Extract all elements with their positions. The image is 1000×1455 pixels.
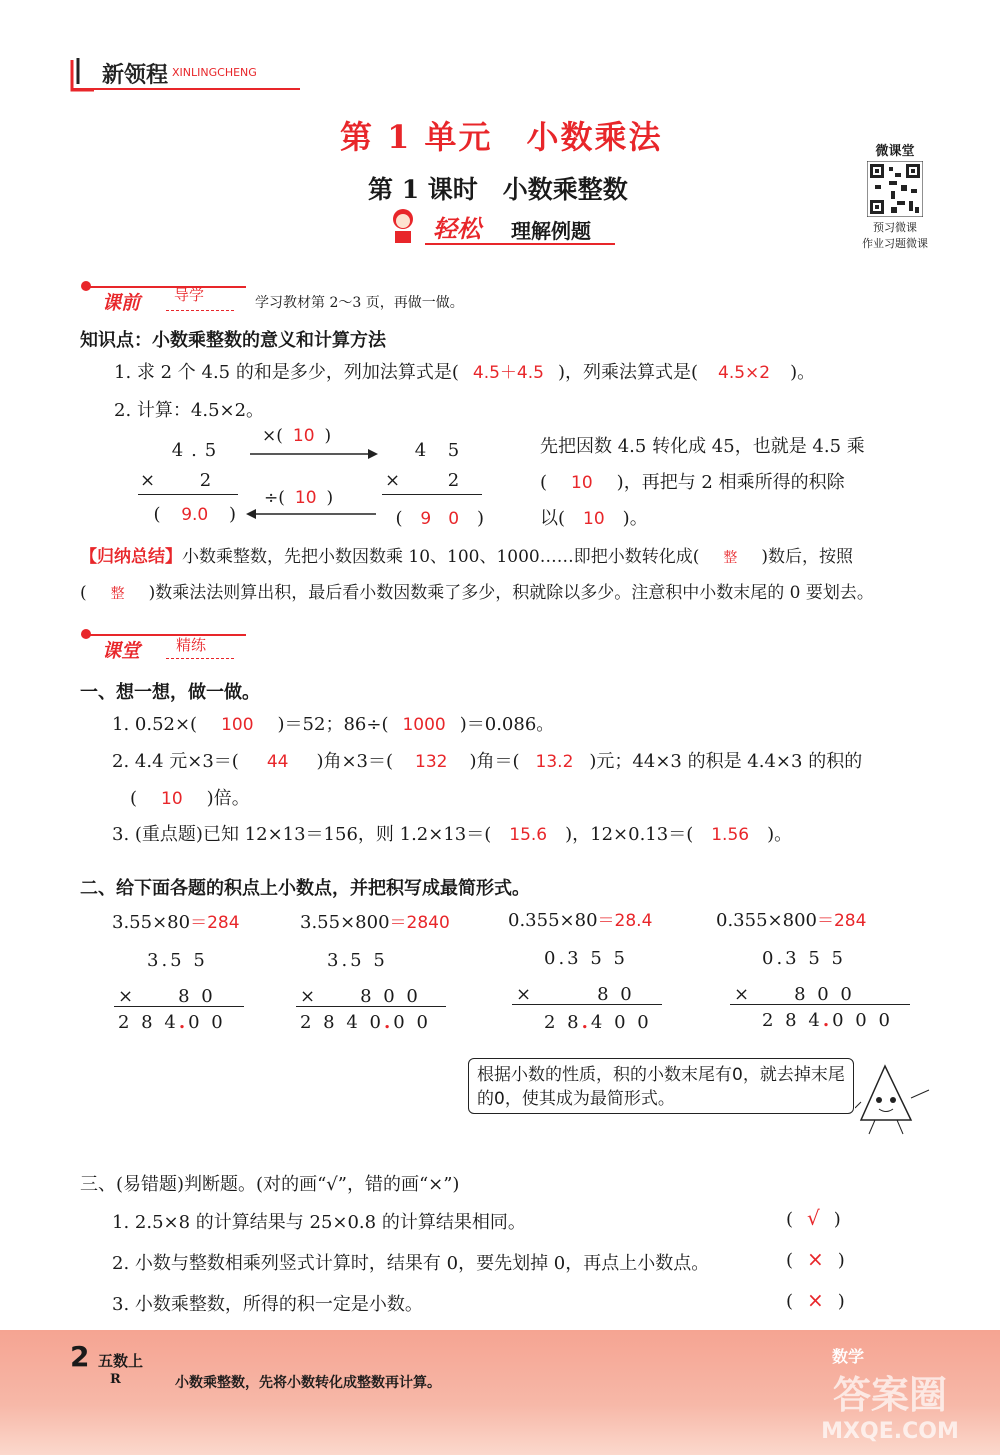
part1-title: 一、想一想，做一做。	[80, 682, 260, 703]
arrow-left-icon	[246, 508, 376, 520]
qr-top-label: 微课堂	[875, 144, 915, 159]
subject-label: 数学	[832, 1347, 865, 1366]
section-tag-sub: 精练	[176, 636, 207, 654]
edition-label: R	[110, 1372, 121, 1387]
arrow-top-label: ×( 10 )	[262, 426, 332, 446]
q2-right-mul: × 2	[384, 470, 460, 491]
p2-res-1: 2 8 4.0 0	[118, 1012, 226, 1033]
footer	[0, 1330, 1000, 1455]
qr-bottom-label-2: 作业习题微课	[862, 237, 928, 250]
banner-highlight: 轻松	[433, 214, 481, 243]
part3-ans-1: ( √ )	[786, 1206, 841, 1230]
q2-label: 2. 计算：4.5×2。	[114, 400, 265, 421]
p2-res-2: 2 8 4 0.0 0	[300, 1012, 431, 1033]
triangle-mascot-icon	[855, 1062, 945, 1142]
summary-tag: 【归纳总结】	[80, 547, 182, 567]
part1-q3: 3. (重点题)已知 12×13＝156，则 1.2×13＝( 15.6 )，12×0.13＝( 1.56 )。	[112, 824, 793, 845]
q1-answer-2: 4.5×2	[718, 363, 771, 383]
summary-line-1: 【归纳总结】小数乘整数，先把小数因数乘 10、100、1000……即把小数转化成( 整 )数后，按照	[80, 547, 854, 567]
part3-item-3: 3. 小数乘整数，所得的积一定是小数。	[112, 1294, 423, 1315]
p2-mul-1: × 8 0	[118, 986, 216, 1007]
q2-right-top: 4 5	[414, 440, 460, 461]
q1-line: 1. 求 2 个 4.5 的和是多少，列加法算式是( 4.5＋4.5 )，列乘法算式是( 4.5×2 )。	[114, 362, 816, 383]
p2-expr-3: 0.355×80＝28.4	[508, 910, 653, 931]
part2-title: 二、给下面各题的积点上小数点，并把积写成最简形式。	[80, 878, 530, 899]
part3-item-2: 2. 小数与整数相乘列竖式计算时，结果有 0，要先划掉 0，再点上小数点。	[112, 1253, 710, 1274]
part1-q2: 2. 4.4 元×3＝( 44 )角×3＝( 132 )角＝( 13.2 )元；44×3 的积是 4.4×3 的积的	[112, 751, 863, 772]
p2-expr-4: 0.355×800＝284	[716, 910, 867, 931]
p2-top-1: 3.5 5	[147, 950, 208, 971]
part1-q1: 1. 0.52×( 100 )＝52；86÷( 1000 )＝0.086。	[112, 714, 555, 735]
q2-explain-3: 以( 10 )。	[540, 508, 648, 529]
p2-top-2: 3.5 5	[327, 950, 388, 971]
brand-pinyin: XINLINGCHENG	[172, 66, 257, 79]
brand-logo	[68, 52, 308, 96]
section-tag-sub: 导学	[174, 286, 205, 304]
p2-mul-2: × 8 0 0	[300, 986, 421, 1007]
arrow-bottom-label: ÷( 10 )	[264, 488, 334, 508]
tip-text: 根据小数的性质，积的小数末尾有0，就去掉末尾的0，使其成为最简形式。	[477, 1065, 845, 1109]
page-badge	[70, 1340, 170, 1396]
p2-res-4: 2 8 4.0 0 0	[762, 1010, 893, 1031]
banner	[385, 205, 625, 249]
qr-code-icon[interactable]	[867, 161, 923, 217]
p2-expr-1: 3.55×80＝284	[112, 912, 240, 933]
q2-right-line	[382, 494, 482, 495]
q2-explain-2: ( 10 )，再把与 2 相乘所得的积除	[540, 472, 845, 493]
q2-left-mul: × 2	[139, 470, 212, 491]
part1-q2-cont: ( 10 )倍。	[130, 788, 250, 809]
q2-left-top: 4 . 5	[171, 440, 217, 461]
grade-label: 五数上	[98, 1352, 144, 1370]
banner-text: 理解例题	[511, 219, 591, 243]
part3-ans-2: ( × )	[786, 1247, 845, 1271]
knowledge-point: 知识点：小数乘整数的意义和计算方法	[80, 330, 386, 351]
q2-explain-1: 先把因数 4.5 转化成 45，也就是 4.5 乘	[540, 436, 865, 457]
section-tag-main: 课堂	[102, 640, 141, 662]
q2-right-result: ( 9 0 )	[392, 504, 487, 529]
part3-item-1: 1. 2.5×8 的计算结果与 25×0.8 的计算结果相同。	[112, 1212, 526, 1233]
section-tag-prelesson	[80, 280, 250, 320]
footer-tip: 小数乘整数，先将小数转化成整数再计算。	[175, 1375, 441, 1391]
q2-left-result: ( 9.0 )	[153, 504, 236, 525]
p2-expr-2: 3.55×800＝2840	[300, 912, 450, 933]
q2-right-result-ans: 9 0	[420, 509, 460, 529]
q1-answer-1: 4.5＋4.5	[472, 363, 544, 383]
p2-mul-4: × 8 0 0	[734, 984, 855, 1005]
summary-line-2: ( 整 )数乘法法则算出积，最后看小数因数乘了多少，积就除以多少。注意积中小数末尾的 0 要划去。	[80, 583, 874, 603]
instruction: 学习教材第 2～3 页，再做一做。	[255, 295, 464, 311]
lesson-title: 第 1 课时 小数乘整数	[368, 175, 628, 204]
part3-ans-3: ( × )	[786, 1288, 845, 1312]
q2-left-line	[138, 494, 238, 495]
part3-title: 三、(易错题)判断题。(对的画“√”，错的画“×”)	[80, 1174, 460, 1195]
section-tag-inclass	[80, 628, 250, 668]
unit-title: 第 1 单元 小数乘法	[340, 118, 663, 156]
q2-left-result-ans: 9.0	[181, 505, 209, 525]
p2-res-3: 2 8.4 0 0	[544, 1012, 652, 1033]
p2-mul-3: × 8 0	[516, 984, 635, 1005]
page-number: 2	[70, 1340, 90, 1373]
section-tag-main: 课前	[102, 292, 141, 314]
qr-bottom-label-1: 预习微课	[873, 221, 917, 234]
brand-name: 新领程	[102, 62, 169, 88]
tip-box	[468, 1058, 854, 1114]
cartoon-girl-icon	[385, 205, 425, 247]
p2-top-4: 0.3 5 5	[762, 948, 846, 969]
watermark: 答案圈 MXQE.COM	[821, 1373, 959, 1444]
qr-block	[845, 140, 945, 250]
p2-top-3: 0.3 5 5	[544, 948, 628, 969]
arrow-right-icon	[250, 448, 380, 460]
